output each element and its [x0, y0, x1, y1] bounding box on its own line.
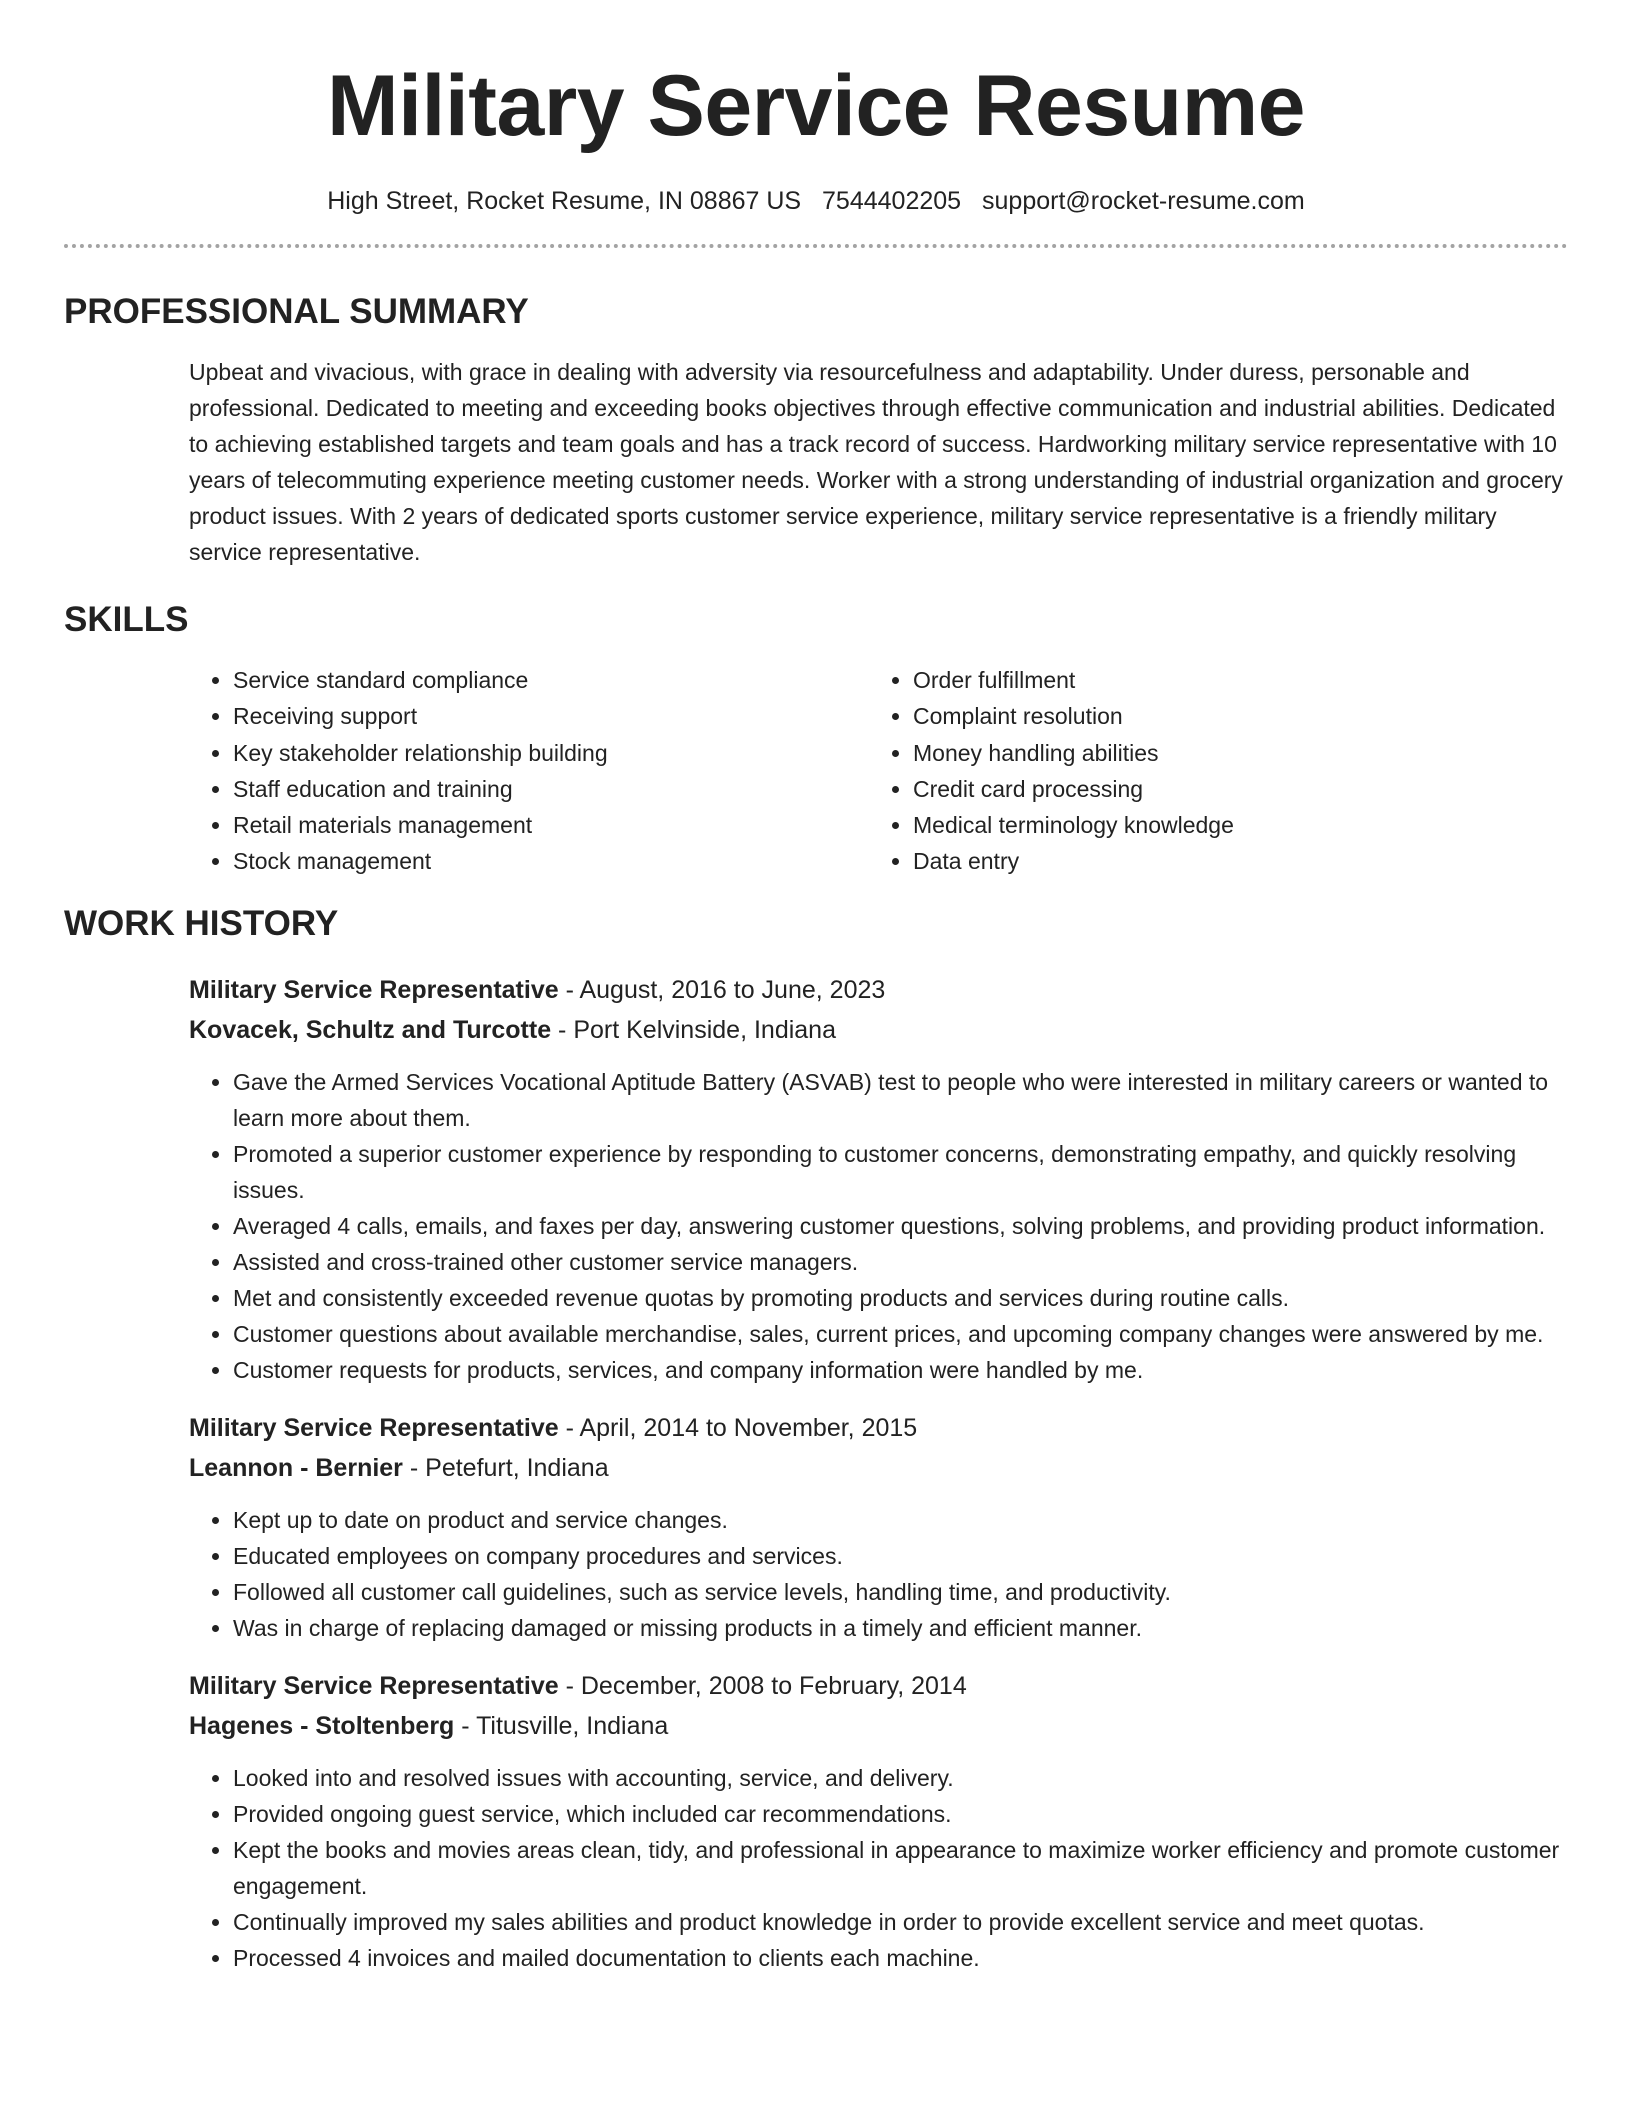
- job-location: - Port Kelvinside, Indiana: [551, 1015, 836, 1044]
- job-bullet: • Continually improved my sales abilities and product knowledge in order to provide excellent service and meet quotas.: [233, 1904, 1568, 1940]
- skills-heading: SKILLS: [64, 600, 189, 639]
- job-company-line: [189, 1448, 1568, 1488]
- skill-item: • Medical terminology knowledge: [913, 807, 1549, 843]
- job-bullet: • Promoted a superior customer experience by responding to customer concerns, demonstrating empathy, and quickly resolving issues.: [233, 1136, 1568, 1208]
- job-bullet: • Followed all customer call guidelines, such as service levels, handling time, and productivity.: [233, 1574, 1568, 1610]
- resume-title: Military Service Resume: [326, 58, 1305, 154]
- header-divider: [64, 244, 1568, 248]
- skill-item: • Order fulfillment: [913, 662, 1549, 698]
- job-bullet: • Kept the books and movies areas clean, tidy, and professional in appearance to maximize worker efficiency and promote customer engagement.: [233, 1832, 1568, 1904]
- work-history-heading: WORK HISTORY: [64, 903, 339, 943]
- job-bullet: • Averaged 4 calls, emails, and faxes per day, answering customer questions, solving problems, and providing product information.: [233, 1208, 1568, 1244]
- job-bullet: • Provided ongoing guest service, which included car recommendations.: [233, 1796, 1568, 1832]
- job-bullets: [189, 1502, 1568, 1646]
- job-dates: - April, 2014 to November, 2015: [558, 1413, 918, 1442]
- job-location: - Petefurt, Indiana: [402, 1453, 609, 1482]
- skill-item: • Key stakeholder relationship building: [233, 735, 869, 771]
- job-bullet: • Was in charge of replacing damaged or missing products in a timely and efficient manner.: [233, 1610, 1568, 1646]
- summary-heading: PROFESSIONAL SUMMARY: [64, 292, 529, 331]
- skill-item: • Data entry: [913, 843, 1549, 879]
- job-entry: [189, 1666, 1568, 1976]
- job-bullet: • Processed 4 invoices and mailed documentation to clients each machine.: [233, 1940, 1568, 1976]
- job-company: Kovacek, Schultz and Turcotte: [189, 1015, 552, 1044]
- job-title: Military Service Representative: [189, 975, 559, 1004]
- skill-item: • Service standard compliance: [233, 662, 869, 698]
- job-company-line: [189, 1010, 1568, 1050]
- skill-item: • Retail materials management: [233, 807, 869, 843]
- summary-text: Upbeat and vivacious, with grace in dealing with adversity via resourcefulness and adaptability. Under duress, personable and professional. Dedicated to meeting and exceeding books objectives through effective communication and industrial abilities. Dedicated to achieving established targets and team goals and has a track record of success. Hardworking military service representative with 10 years of telecommuting experience meeting customer needs. Worker with a strong understanding of industrial organization and grocery product issues. With 2 years of dedicated sports customer service experience, military service representative is a friendly military service representative.: [189, 359, 1563, 565]
- job-title-line: [189, 1666, 1568, 1706]
- skills-list: [189, 662, 1568, 880]
- job-title-line: [189, 1408, 1568, 1448]
- skill-item: • Credit card processing: [913, 771, 1549, 807]
- skill-item: • Complaint resolution: [913, 698, 1549, 734]
- job-bullets: [189, 1760, 1568, 1976]
- contact-address: High Street, Rocket Resume, IN 08867 US: [327, 187, 802, 215]
- skill-item: • Money handling abilities: [913, 735, 1549, 771]
- job-title: Military Service Representative: [189, 1671, 559, 1700]
- job-entry: [189, 970, 1568, 1388]
- skill-item: • Stock management: [233, 843, 869, 879]
- job-title: Military Service Representative: [189, 1413, 559, 1442]
- job-entry: [189, 1408, 1568, 1646]
- job-dates: - August, 2016 to June, 2023: [558, 975, 886, 1004]
- job-bullet: • Met and consistently exceeded revenue quotas by promoting products and services during routine calls.: [233, 1280, 1568, 1316]
- skill-item: • Staff education and training: [233, 771, 869, 807]
- job-company: Hagenes - Stoltenberg: [189, 1711, 455, 1740]
- job-bullet: • Gave the Armed Services Vocational Aptitude Battery (ASVAB) test to people who were interested in military careers or wanted to learn more about them.: [233, 1064, 1568, 1136]
- contact-line: [64, 184, 1568, 218]
- job-title-line: [189, 970, 1568, 1010]
- skills-column-right: [869, 662, 1549, 880]
- job-bullets: [189, 1064, 1568, 1388]
- job-bullet: • Looked into and resolved issues with accounting, service, and delivery.: [233, 1760, 1568, 1796]
- job-bullet: • Kept up to date on product and service changes.: [233, 1502, 1568, 1538]
- job-location: - Titusville, Indiana: [454, 1711, 669, 1740]
- job-bullet: • Educated employees on company procedures and services.: [233, 1538, 1568, 1574]
- job-dates: - December, 2008 to February, 2014: [558, 1671, 967, 1700]
- job-company: Leannon - Bernier: [189, 1453, 403, 1482]
- job-company-line: [189, 1706, 1568, 1746]
- job-bullet: • Customer questions about available merchandise, sales, current prices, and upcoming company changes were answered by me.: [233, 1316, 1568, 1352]
- job-bullet: • Assisted and cross-trained other customer service managers.: [233, 1244, 1568, 1280]
- skills-column-left: [189, 662, 869, 880]
- skill-item: • Receiving support: [233, 698, 869, 734]
- contact-phone: 7544402205: [822, 187, 962, 215]
- job-bullet: • Customer requests for products, services, and company information were handled by me.: [233, 1352, 1568, 1388]
- contact-email: support@rocket-resume.com: [982, 187, 1305, 215]
